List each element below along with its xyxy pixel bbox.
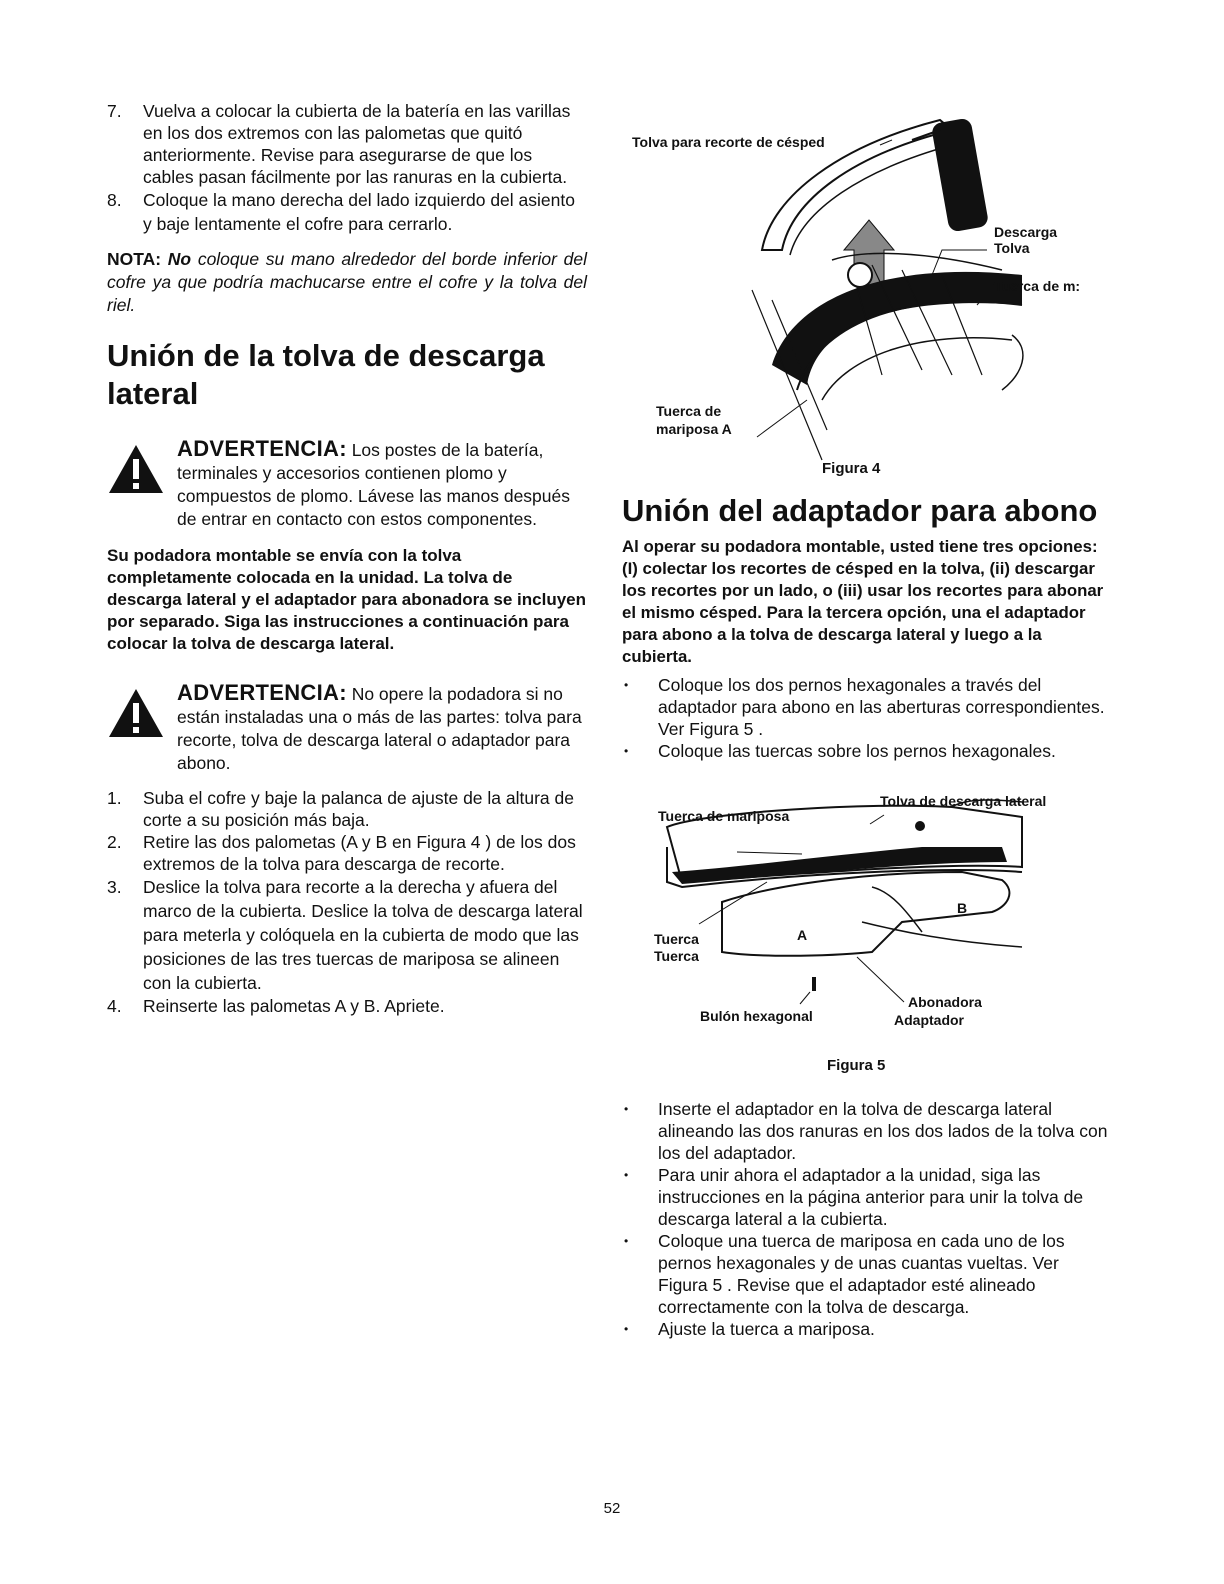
warning-text: No opere la podadora si no están instaladas una o más de las partes: tolva para recorte, tolva de descarga lateral o adaptador para abono. bbox=[177, 684, 582, 773]
list-item: • Coloque los dos pernos hexagonales a través del adaptador para abono en las aberturas correspondientes. Ver Figura 5 . bbox=[622, 674, 1112, 740]
list-item: • Coloque las tuercas sobre los pernos hexagonales. bbox=[622, 740, 1112, 762]
warning-block-1 bbox=[107, 437, 587, 531]
warning-triangle-icon bbox=[107, 443, 165, 495]
label-mariposa-a: mariposa A bbox=[656, 421, 732, 437]
list-item: 4. Reinserte las palometas A y B. Apriete. bbox=[107, 996, 445, 1016]
list-item: • Inserte el adaptador en la tolva de descarga lateral alineando las dos ranuras en los dos lados de la tolva con los del adaptador. bbox=[622, 1098, 1112, 1164]
warning-title: ADVERTENCIA: bbox=[177, 436, 347, 461]
label-adaptador: Adaptador bbox=[894, 1012, 964, 1028]
list-item: 3. Deslice la tolva para recorte a la derecha y afuera del marco de la cubierta. Deslice la tolva de descarga lateral para meterla y colóquela en la cubierta de modo que las posiciones de las tres tuercas de mariposa se alineen con la cubierta. bbox=[107, 877, 583, 993]
steps-list bbox=[107, 787, 587, 1017]
label-descarga: Descarga bbox=[994, 224, 1058, 240]
section-heading-tolva: Unión de la tolva de descarga lateral bbox=[107, 338, 545, 411]
label-abonadora: Abonadora bbox=[908, 994, 982, 1010]
list-item: • Para unir ahora el adaptador a la unidad, siga las instrucciones en la página anterior para unir la tolva de descarga lateral a la cubierta. bbox=[622, 1164, 1112, 1230]
bullets-bottom bbox=[622, 1098, 1112, 1340]
page-number: 52 bbox=[603, 1500, 621, 1517]
figure-4-caption: Figura 4 bbox=[822, 460, 881, 477]
steps-continued bbox=[107, 100, 587, 236]
nota-paragraph: NOTA: No coloque su mano alrededor del borde inferior del cofre ya que podría machucarse entre el cofre y la tolva del riel. bbox=[107, 249, 587, 315]
list-item: • Ajuste la tuerca a mariposa. bbox=[622, 1318, 1112, 1340]
bullets-top bbox=[622, 674, 1112, 762]
label-tuerca-de-m: Tuerca de m: bbox=[994, 278, 1081, 294]
intro-bold-paragraph: Su podadora montable se envía con la tolva completamente colocada en la unidad. La tolva de descarga lateral y el adaptador para abonadora se incluyen por separado. Siga las instrucciones a continuación para colocar la tolva de descarga lateral. bbox=[107, 546, 587, 653]
label-a: A bbox=[797, 927, 808, 943]
label-tuerca-1: Tuerca bbox=[654, 931, 699, 947]
list-item: 8. Coloque la mano derecha del lado izquierdo del asiento y baje lentamente el cofre para cerrarlo. bbox=[107, 190, 575, 234]
warning-title: ADVERTENCIA: bbox=[177, 680, 347, 705]
label-tolva-recorte: Tolva para recorte de césped bbox=[632, 134, 825, 150]
label-b: B bbox=[957, 900, 968, 916]
figure-5 bbox=[622, 772, 1112, 1092]
figure-5-caption: Figura 5 bbox=[827, 1057, 886, 1074]
label-tuerca-de: Tuerca de bbox=[656, 403, 722, 419]
list-item: 1. Suba el cofre y baje la palanca de ajuste de la altura de corte a su posición más baja. bbox=[107, 788, 574, 830]
warning-block-2 bbox=[107, 681, 587, 775]
adaptador-bold-paragraph: Al operar su podadora montable, usted tiene tres opciones: (I) colectar los recortes de césped en la tolva, (ii) descargar los recortes por un lado, o (iii) usar los recortes para abonar el mismo césped. Para la tercera opción, una el adaptador para abono a la tolva de descarga lateral y luego a la cubierta. bbox=[622, 537, 1104, 666]
list-item: • Coloque una tuerca de mariposa en cada uno de los pernos hexagonales y de unas cuantas vueltas. Ver Figura 5 . Revise que el adaptador esté alineado correctamente con la tolva de descarga. bbox=[622, 1230, 1112, 1318]
warning-triangle-icon bbox=[107, 687, 165, 739]
section-heading-adaptador: Unión del adaptador para abono bbox=[622, 493, 1098, 528]
label-tolva-descarga-lateral: Tolva de descarga lateral bbox=[880, 793, 1047, 809]
label-bulon-hexagonal: Bulón hexagonal bbox=[700, 1008, 813, 1024]
list-item: 2. Retire las dos palometas (A y B en Figura 4 ) de los dos extremos de la tolva para descarga de recorte. bbox=[107, 832, 576, 874]
label-tolva: Tolva bbox=[994, 240, 1030, 256]
figure-4 bbox=[622, 100, 1112, 485]
label-tuerca-2: Tuerca bbox=[654, 948, 699, 964]
label-tuerca-mariposa: Tuerca de mariposa bbox=[658, 808, 790, 824]
left-column bbox=[107, 100, 587, 1017]
list-item: 7. Vuelva a colocar la cubierta de la batería en las varillas en los dos extremos con las palometas que quitó anteriormente. Revise para asegurarse de que los cables pasan fácilmente por las ranuras en la cubierta. bbox=[107, 101, 571, 187]
warning-text: Los postes de la batería, terminales y accesorios contienen plomo y compuestos de plomo. Lávese las manos después de entrar en contacto con estos componentes. bbox=[177, 440, 571, 529]
right-column bbox=[622, 100, 1112, 1340]
